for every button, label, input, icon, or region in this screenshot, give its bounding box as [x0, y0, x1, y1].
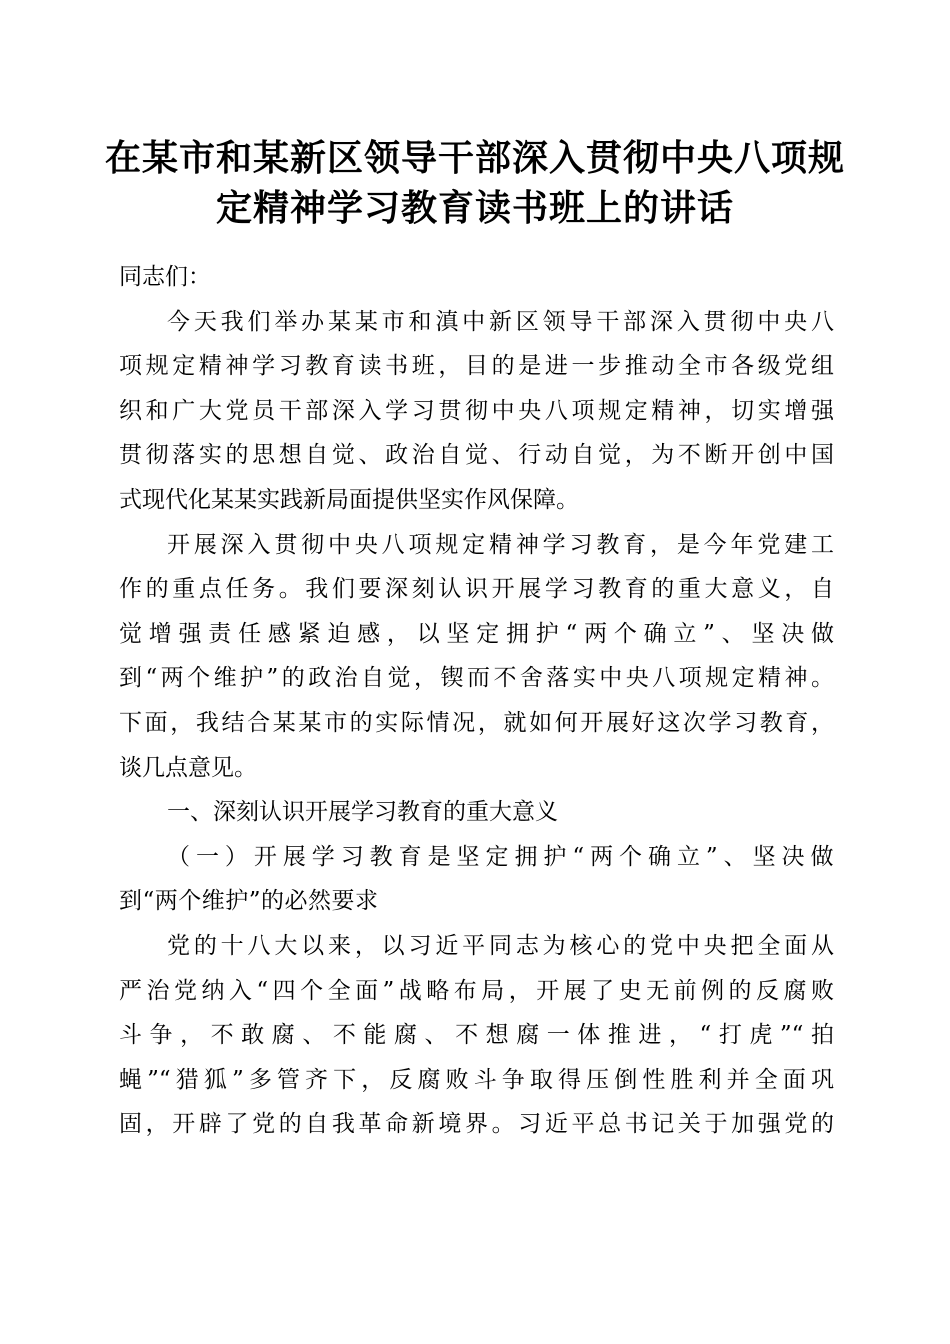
- paragraph-line: 织和广大党员干部深入学习贯彻中央八项规定精神，切实增强: [119, 397, 834, 424]
- paragraph-line: 谈几点意见。: [119, 754, 257, 781]
- salutation: 同志们：: [119, 264, 211, 290]
- paragraph-line: 固，开辟了党的自我革命新境界。习近平总书记关于加强党的: [119, 1111, 834, 1138]
- paragraph-line: 到“两个维护”的政治自觉，锲而不舍落实中央八项规定精神。: [119, 665, 834, 692]
- title-line: 定精神学习教育读书班上的讲话: [215, 188, 734, 229]
- paragraph-line: 严治党纳入“四个全面”战略布局，开展了史无前例的反腐败: [119, 977, 834, 1004]
- paragraph-line: 式现代化某某实践新局面提供坚实作风保障。: [119, 486, 579, 513]
- paragraph-line: 开展深入贯彻中央八项规定精神学习教育，是今年党建工: [167, 531, 834, 558]
- document-title: [100, 134, 850, 234]
- paragraph-line: 贯彻落实的思想自觉、政治自觉、行动自觉，为不断开创中国: [119, 442, 834, 469]
- subsection-heading-line: 到“两个维护”的必然要求: [119, 888, 379, 915]
- subsection-heading-line: （一）开展学习教育是坚定拥护“两个确立”、坚决做: [167, 843, 834, 870]
- paragraph-line: 蝇”“猎狐”多管齐下，反腐败斗争取得压倒性胜利并全面巩: [119, 1066, 834, 1093]
- paragraph-line: 今天我们举办某某市和滇中新区领导干部深入贯彻中央八: [167, 308, 834, 335]
- title-line: 在某市和某新区领导干部深入贯彻中央八项规: [104, 138, 845, 179]
- paragraph-line: 下面，我结合某某市的实际情况，就如何开展好这次学习教育，: [119, 709, 834, 736]
- paragraph-line: 党的十八大以来，以习近平同志为核心的党中央把全面从: [167, 932, 834, 959]
- paragraph-line: 斗争，不敢腐、不能腐、不想腐一体推进，“打虎”“拍: [119, 1022, 834, 1049]
- section-heading: 一、深刻认识开展学习教育的重大意义: [167, 799, 558, 826]
- paragraph-line: 作的重点任务。我们要深刻认识开展学习教育的重大意义，自: [119, 576, 834, 603]
- paragraph-line: 项规定精神学习教育读书班，目的是进一步推动全市各级党组: [119, 353, 834, 380]
- document-body: [119, 255, 834, 1147]
- paragraph-line: 觉增强责任感紧迫感，以坚定拥护“两个确立”、坚决做: [119, 620, 834, 647]
